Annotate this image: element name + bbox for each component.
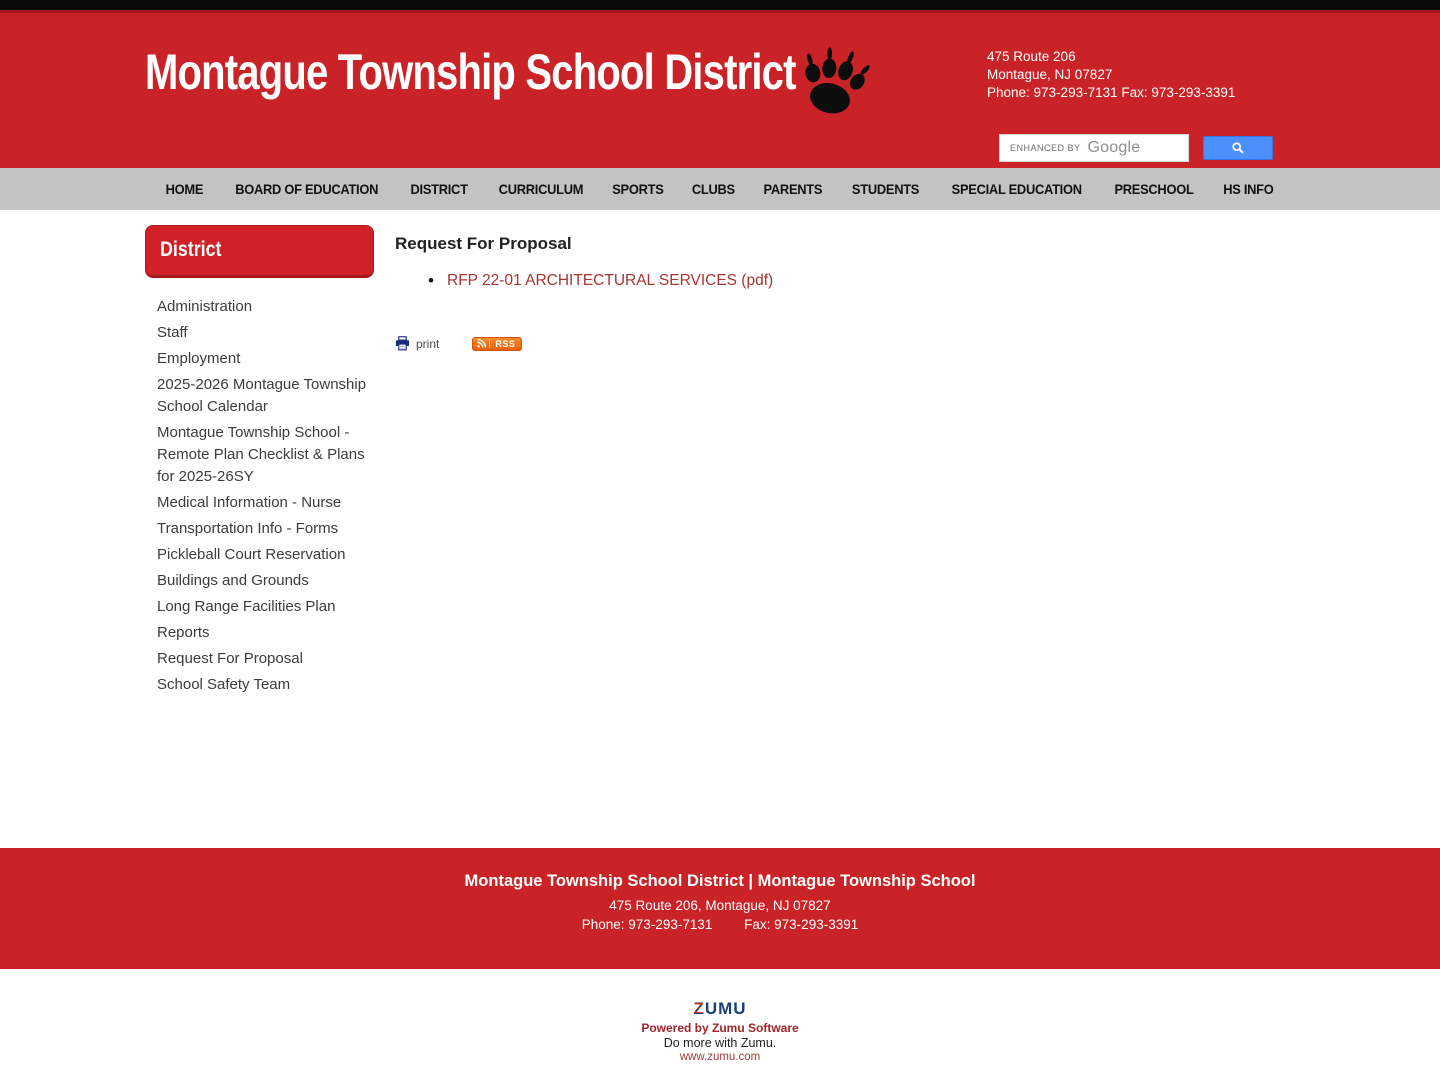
sidebar-item-school-calendar[interactable]: 2025-2026 Montague Township School Calendar: [157, 376, 367, 415]
zumu-logo-rest: UMU: [704, 999, 747, 1018]
print-button[interactable]: [395, 336, 439, 351]
sidebar-item-medical-information[interactable]: Medical Information - Nurse: [157, 494, 342, 511]
zumu-logo-z: Z: [693, 999, 705, 1018]
sidebar: [145, 225, 374, 848]
search-button[interactable]: [1203, 136, 1273, 160]
address-line2: Montague, NJ 07827: [987, 67, 1113, 82]
document-link-list: [428, 272, 1235, 290]
main-nav: [0, 168, 1440, 210]
nav-item-parents[interactable]: PARENTS: [763, 181, 823, 197]
footer-fax: Fax: 973-293-3391: [744, 917, 859, 932]
zumu-logo[interactable]: [693, 999, 746, 1019]
contact-block: [987, 48, 1235, 102]
print-label: print: [416, 336, 440, 351]
google-wordmark: Google: [1087, 139, 1141, 156]
main-panel: [395, 234, 1235, 848]
sidebar-item-transportation[interactable]: Transportation Info - Forms: [157, 520, 339, 537]
site-footer: [0, 848, 1440, 969]
footer-phone: Phone: 973-293-7131: [581, 917, 713, 932]
zumu-url-link[interactable]: www.zumu.com: [679, 1051, 761, 1063]
nav-item-home[interactable]: HOME: [165, 181, 204, 197]
nav-item-special-education[interactable]: SPECIAL EDUCATION: [951, 181, 1082, 197]
sidebar-item-long-range-plan[interactable]: Long Range Facilities Plan: [157, 598, 336, 615]
nav-item-students[interactable]: STUDENTS: [851, 181, 919, 197]
sidebar-item-administration[interactable]: Administration: [157, 298, 253, 315]
nav-item-board-of-education[interactable]: BOARD OF EDUCATION: [235, 181, 379, 197]
site-header: [0, 10, 1440, 168]
footer-phone-fax: [0, 917, 1440, 932]
bear-paw-logo: [793, 46, 871, 126]
rss-button[interactable]: [472, 337, 522, 351]
phone-fax-line: Phone: 973-293-7131 Fax: 973-293-3391: [987, 85, 1236, 100]
sidebar-item-buildings-grounds[interactable]: Buildings and Grounds: [157, 572, 309, 589]
rfp-pdf-link[interactable]: RFP 22-01 ARCHITECTURAL SERVICES (pdf): [447, 272, 774, 289]
search-input[interactable]: [999, 134, 1189, 162]
sidebar-item-staff[interactable]: Staff: [157, 324, 188, 341]
zumu-powered-by: Powered by Zumu Software: [641, 1021, 799, 1035]
top-black-strip: [0, 0, 1440, 10]
sidebar-item-remote-plan[interactable]: Montague Township School - Remote Plan Checklist & Plans for 2025-26SY: [157, 424, 365, 485]
list-item: [428, 272, 1235, 290]
sidebar-item-reports[interactable]: Reports: [157, 624, 210, 641]
footer-site-name: Montague Township School District | Montague Township School: [464, 872, 976, 890]
rss-label: RSS: [495, 338, 516, 349]
site-search: [999, 134, 1273, 162]
nav-item-clubs[interactable]: CLUBS: [692, 181, 736, 197]
sidebar-item-request-for-proposal[interactable]: Request For Proposal: [157, 650, 303, 667]
nav-item-preschool[interactable]: PRESCHOOL: [1114, 181, 1194, 197]
sidebar-title-district[interactable]: [145, 225, 374, 278]
nav-item-sports[interactable]: SPORTS: [612, 181, 664, 197]
footer-address: 475 Route 206, Montague, NJ 07827: [609, 898, 831, 913]
search-icon: [1231, 141, 1245, 155]
zumu-branding: [0, 999, 1440, 1063]
nav-item-hs-info[interactable]: HS INFO: [1223, 181, 1274, 197]
search-placeholder-enhanced-by: ENHANCED BY: [1010, 143, 1081, 153]
sidebar-item-employment[interactable]: Employment: [157, 350, 241, 367]
page-tools: [395, 336, 1235, 351]
address-line1: 475 Route 206: [987, 49, 1076, 64]
printer-icon: [395, 336, 410, 351]
rss-feed-icon: [477, 339, 486, 348]
nav-item-district[interactable]: DISTRICT: [410, 181, 469, 197]
site-title: Montague Township School District: [145, 44, 796, 100]
content-area: [0, 210, 1440, 848]
page-title: Request For Proposal: [395, 234, 572, 253]
sidebar-item-school-safety-team[interactable]: School Safety Team: [157, 676, 291, 693]
rss-badge-divider: [489, 339, 490, 348]
nav-item-curriculum[interactable]: CURRICULUM: [498, 181, 583, 197]
sidebar-title-label: District: [160, 238, 222, 261]
zumu-tagline: Do more with Zumu.: [663, 1036, 777, 1050]
sidebar-item-pickleball[interactable]: Pickleball Court Reservation: [157, 546, 346, 563]
sidebar-list: [145, 294, 374, 698]
